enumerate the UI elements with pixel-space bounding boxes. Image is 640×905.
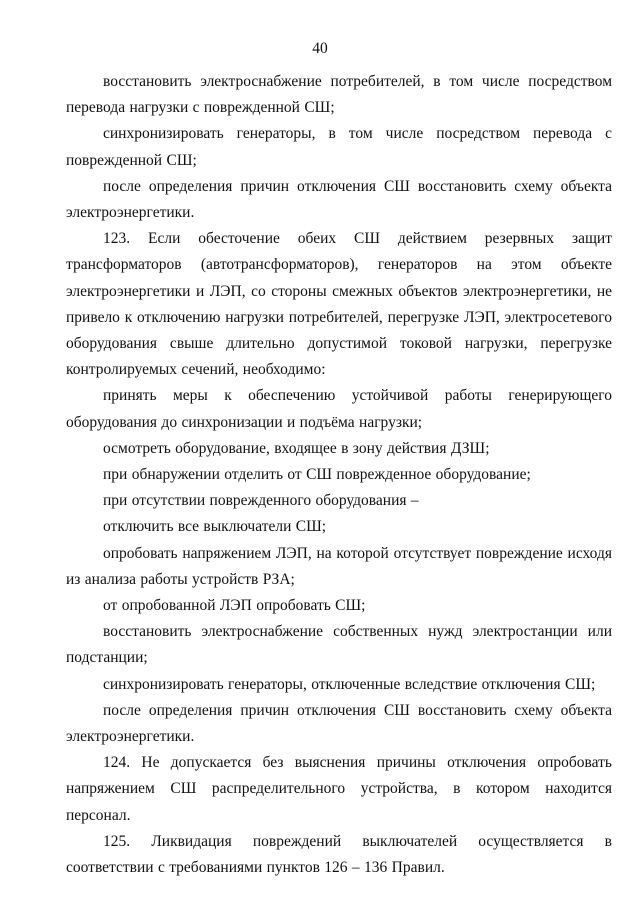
paragraph: после определения причин отключения СШ восстановить схему объекта электроэнергетики. <box>66 701 612 746</box>
paragraph: опробовать напряжением ЛЭП, на которой отсутствует повреждение исходя из анализа работы устройств РЗА; <box>66 544 612 588</box>
paragraph: при обнаружении отделить от СШ поврежденное оборудование; <box>103 466 531 484</box>
page-number: 40 <box>312 40 328 57</box>
paragraph: отключить все выключатели СШ; <box>103 518 327 536</box>
paragraph: восстановить электроснабжение собственных нужд электростанции или подстанции; <box>66 623 612 667</box>
document-body <box>66 69 612 881</box>
paragraph: от опробованной ЛЭП опробовать СШ; <box>103 597 366 615</box>
paragraph: восстановить электроснабжение потребителей, в том числе посредством перевода нагрузки с поврежденной СШ; <box>66 73 612 117</box>
paragraph-124: 124. Не допускается без выяснения причины отключения опробовать напряжением СШ распределительного устройства, в котором находится персонал. <box>66 754 612 824</box>
paragraph: синхронизировать генераторы, в том числе посредством перевода с поврежденной СШ; <box>66 125 612 169</box>
paragraph: при отсутствии поврежденного оборудования – <box>103 492 419 510</box>
paragraph: после определения причин отключения СШ восстановить схему объекта электроэнергетики. <box>66 177 612 222</box>
paragraph: принять меры к обеспечению устойчивой работы генерирующего оборудования до синхронизации и подъёма нагрузки; <box>66 387 612 431</box>
paragraph: синхронизировать генераторы, отключенные вследствие отключения СШ; <box>103 675 596 693</box>
paragraph-123: 123. Если обесточение обеих СШ действием резервных защит трансформаторов (автотрансформаторов), генераторов на этом объекте электроэнергетики и ЛЭП, со стороны смежных объектов электроэнергетики, не привело к отключению нагрузки потребителей, перегрузке ЛЭП, электросетевого оборудования свыше длительно допустимой токовой нагрузки, перегрузке контролируемых сечений, необходимо: <box>66 230 612 379</box>
paragraph-125: 125. Ликвидация повреждений выключателей осуществляется в соответствии с требованиями пунктов 126 – 136 Правил. <box>66 832 612 877</box>
paragraph: осмотреть оборудование, входящее в зону действия ДЗШ; <box>103 439 490 457</box>
